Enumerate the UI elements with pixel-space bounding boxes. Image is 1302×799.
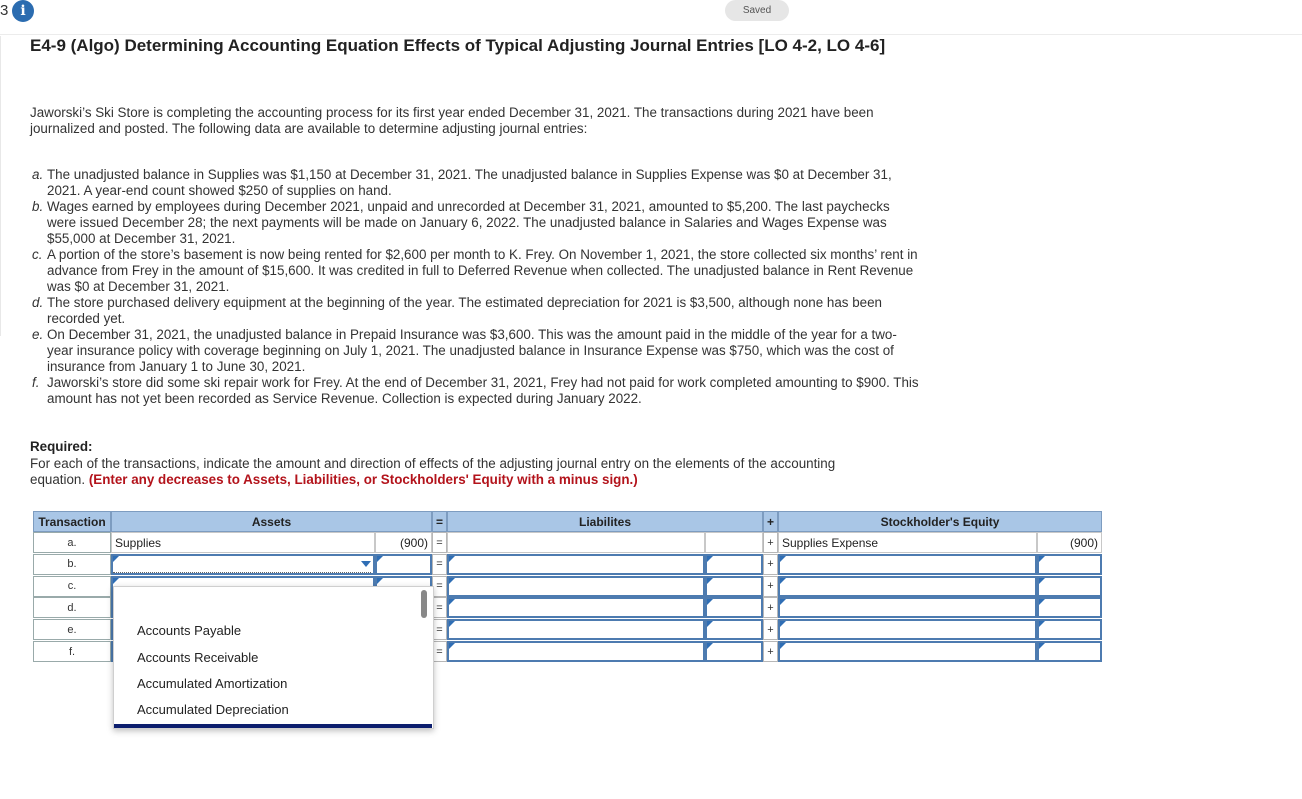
input-corner-marker [780,578,786,584]
equity-amount-input[interactable] [1037,641,1102,662]
list-item: f. Jaworski’s store did some ski repair work for Frey. At the end of December 31, 2021, Frey had not paid for work completed amounting to $900. This amount has not yet been recorded as Service Revenue. Collection is expected during January 2022. [32,375,919,406]
dropdown-option[interactable]: Accumulated Depreciation [137,702,289,717]
dropdown-option[interactable]: Accounts Receivable [137,650,259,665]
table-row [33,532,1102,553]
plus-sign: + [763,641,778,662]
equity-amount-input[interactable]: (900) [1037,532,1102,553]
liability-amount-input[interactable] [705,576,763,597]
row-label: e. [33,619,111,640]
list-item: b. Wages earned by employees during December 2021, unpaid and unrecorded at December 31, 2021, amounted to $5,200. The last paychecks were issued December 28; the next payments will be made on January 6, 2022. The unadjusted balance in Salaries and Wages Expense was $55,000 at December 31, 2021. [32,199,890,246]
input-corner-marker [707,621,713,627]
plus-sign: + [763,576,778,597]
equity-amount-input[interactable] [1037,619,1102,640]
problem-title: E4-9 (Algo) Determining Accounting Equation Effects of Typical Adjusting Journal Entries [LO 4-2, LO 4-6] [30,36,886,55]
required-heading: Required: [30,439,93,454]
problem-intro: Jaworski’s Ski Store is completing the accounting process for its first year ended December 31, 2021. The transactions during 2021 have been journalized and posted. The following data are available to determine adjusting journal entries: [30,105,874,136]
row-label: f. [33,641,111,662]
transaction-list [30,167,920,407]
header-transaction: Transaction [33,511,111,532]
list-item: c. A portion of the store’s basement is now being rented for $2,600 per month to K. Frey. On November 1, 2021, the store collected six months’ rent in advance from Frey in the amount of $15,600. It was credited in full to Deferred Revenue when collected. The unadjusted balance in Rent Revenue was $0 at December 31, 2021. [32,247,918,294]
liability-account-select[interactable] [447,554,705,575]
equity-account-select[interactable] [778,597,1037,618]
info-icon[interactable]: i [12,0,34,22]
input-corner-marker [780,621,786,627]
input-corner-marker [780,556,786,562]
equity-amount-input[interactable] [1037,576,1102,597]
row-label: d. [33,597,111,618]
dropdown-scrollbar[interactable] [421,590,427,618]
input-corner-marker [113,556,119,562]
saved-status-badge: Saved [725,0,789,21]
input-corner-marker [449,599,455,605]
dropdown-option[interactable]: Accounts Payable [137,623,242,638]
input-corner-marker [377,578,383,584]
dropdown-option[interactable]: Accumulated Amortization [137,676,288,691]
left-divider [0,36,1,336]
input-corner-marker [449,578,455,584]
plus-sign: + [763,554,778,575]
liability-amount-input[interactable] [705,619,763,640]
plus-sign: + [763,619,778,640]
equity-account-select[interactable] [778,576,1037,597]
equals-sign: = [432,641,447,662]
liability-account-select[interactable] [447,597,705,618]
input-corner-marker [449,556,455,562]
input-corner-marker [707,599,713,605]
input-corner-marker [1039,621,1045,627]
input-corner-marker [780,599,786,605]
question-number: 3 [0,2,9,19]
asset-account-select[interactable]: Supplies [111,532,375,553]
input-corner-marker [449,621,455,627]
list-item: d. The store purchased delivery equipment at the beginning of the year. The estimated depreciation for 2021 is $3,500, although none has been recorded yet. [32,295,883,326]
chevron-down-icon[interactable] [361,561,371,567]
header-equity: Stockholder's Equity [778,511,1102,532]
equals-sign: = [432,576,447,597]
list-item: a. The unadjusted balance in Supplies was $1,150 at December 31, 2021. The unadjusted balance in Supplies Expense was $0 at December 31, 2021. A year-end count showed $250 of supplies on hand. [32,167,892,198]
row-label: c. [33,576,111,597]
input-corner-marker [377,556,383,562]
liability-amount-input[interactable] [705,532,763,553]
liability-account-select[interactable] [447,641,705,662]
asset-amount-input[interactable]: (900) [375,532,432,553]
equals-sign: = [432,619,447,640]
input-corner-marker [707,578,713,584]
equals-sign: = [432,532,447,553]
list-item: e. On December 31, 2021, the unadjusted balance in Prepaid Insurance was $3,600. This was the amount paid in the middle of the year for a two-year insurance policy with coverage beginning on July 1, 2021. The unadjusted balance in Insurance Expense was $750, which was the cost of insurance from January 1 to June 30, 2021. [32,327,897,374]
plus-sign: + [763,597,778,618]
equity-amount-input[interactable] [1037,554,1102,575]
input-corner-marker [449,643,455,649]
equals-sign: = [432,554,447,575]
focus-indicator [113,572,371,573]
liability-account-select[interactable] [447,576,705,597]
input-corner-marker [780,643,786,649]
plus-sign: + [763,532,778,553]
header-plus: + [763,511,778,532]
asset-amount-input[interactable] [375,554,432,575]
input-corner-marker [707,556,713,562]
equity-account-select[interactable] [778,641,1037,662]
input-corner-marker [707,643,713,649]
required-text: For each of the transactions, indicate the amount and direction of effects of the adjusting journal entry on the elements of the accounting equation. (Enter any decreases to Assets, Liabilities, or Stockholders' Equity with a minus sign.) [30,456,836,487]
input-corner-marker [1039,599,1045,605]
equity-account-select[interactable] [778,554,1037,575]
input-corner-marker [1039,556,1045,562]
row-label: a. [33,532,111,553]
equals-sign: = [432,597,447,618]
liability-amount-input[interactable] [705,554,763,575]
equity-account-select[interactable] [778,619,1037,640]
header-liabilities: Liabilites [447,511,763,532]
liability-account-select[interactable] [447,619,705,640]
input-corner-marker [113,578,119,584]
equity-amount-input[interactable] [1037,597,1102,618]
input-corner-marker [1039,578,1045,584]
account-dropdown-list [113,586,434,729]
liability-account-select[interactable] [447,532,705,553]
dropdown-bottom-border [114,724,432,728]
row-label: b. [33,554,111,575]
required-note: (Enter any decreases to Assets, Liabilities, or Stockholders' Equity with a minus sign.) [88,472,638,487]
header-assets: Assets [111,511,432,532]
liability-amount-input[interactable] [705,641,763,662]
header-equals: = [432,511,447,532]
liability-amount-input[interactable] [705,597,763,618]
input-corner-marker [1039,643,1045,649]
equity-account-select[interactable]: Supplies Expense [778,532,1037,553]
